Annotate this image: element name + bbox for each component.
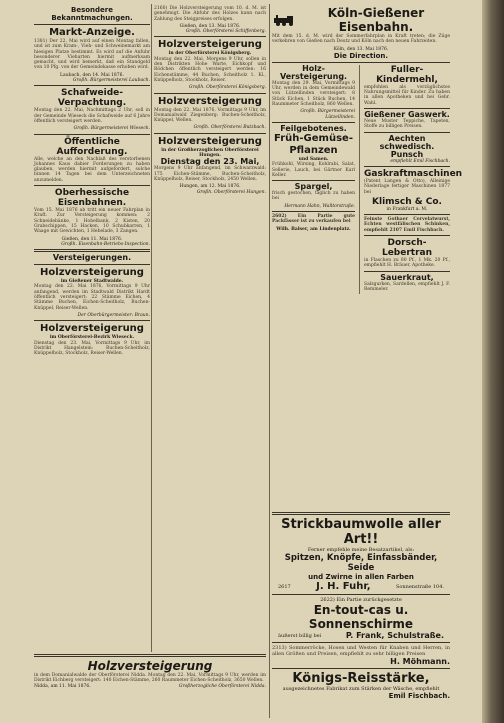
ad-heading: Holzversteigerung [158,39,262,51]
ad-place: Hungen, am 12. Mai 1876. [179,184,241,190]
ad-firm: Klimsch & Co. [372,196,442,207]
ad-text: in Flaschen zu 80 Pf., 1 Mk. 20 Pf., empfiehlt H. Bräuer, Apotheke. [364,258,450,269]
ad-text: Morgens 9 Uhr anfangend, im Schwarzwald: 175 Eichen-Stämme, Buchen-Scheitholz, Knüppelholz, Reiser, Stockholz, 2450 Wellen. [154,166,266,182]
ad-signature: Großh. Oberförsterei Butzbach. [193,125,266,131]
ad-heading: Holzversteigerung [40,267,144,279]
ad-place: Nidda, am 11. Mai 1876. [34,683,91,689]
column-divider [151,4,152,718]
bottom-wide-ad [34,652,266,718]
ad-heading: Gaskraftmaschinen [364,168,463,179]
rail-header [272,6,450,34]
page-edge [482,0,504,723]
column-left [34,6,150,718]
ad-address: Sonnenstraße 104. [395,583,444,590]
ad-text: Montag den 22. Mai, Nachmittags 2 Uhr, soll in der Gemeinde Wieseck die Schafweide auf 6 Jahre öffentlich versteigert werden. [34,108,150,124]
ad-signature: Großh. Oberförsterei Schiffenberg. [185,29,266,35]
ad-heading: Holzversteigerung [158,95,262,107]
ad-heading: Öffentliche Aufforderung. [56,136,128,157]
ad-signature: Wilh. Balser, am Lindenplatz. [276,226,351,232]
ad-firm: P. Frank, Schulstraße. [345,631,444,640]
ad-place: Gießen, den 13. Mai 1876. [179,23,241,29]
column-middle [154,6,266,718]
ad-signature: Großh. Oberförsterei Hungen. [196,189,266,195]
ad-text: Montag den 22. Mai 1876, Vormittags 9 Uhr, im Domanialwald Ziegenberg: Buchen-Scheitholz, Knüppel, Wellen. [154,107,266,124]
ad-heading: Markt-Anzeige. [49,27,135,38]
ad-heading: Köln-Gießener Eisenbahn. [327,6,425,34]
ad-text: ausgezeichnetes Fabrikat zum Stärken der Wäsche, empfiehlt [282,686,440,692]
ad-heading: Dorsch-Lebertran [381,238,433,259]
ad-heading: Aechten schwedisch. Punsch [379,133,435,159]
ad-heading: Fuller-Kindermehl, [376,64,438,85]
ad-firm: J. H. Fuhr, [316,581,371,592]
ad-firm: Emil Fischbach. [388,692,450,700]
ad-heading: Spargel, [294,182,333,192]
ad-signature: Großh. Eisenbahn-Betriebs-Inspection. [61,241,150,247]
column-divider [269,4,270,718]
ad-heading: Strickbaumwolle aller Art!! [281,517,441,547]
section-heading: Versteigerungen. [52,253,132,263]
ad-signature: Der Oberbürgermeister: Braun. [77,312,150,318]
ad-place: Laubach, den 14. Mai 1876. [60,72,124,78]
ad-text: (Patent Langen & Otto), Alleinige Niederlage fertiger Maschinen 1877 bei [364,178,450,195]
ad-text: äußerst billig bei [278,632,322,639]
ad-signature: Die Direction. [333,51,389,60]
ad-highlight: und Zwirne in allen Farben [308,573,414,581]
ad-signature: Großherzogliche Oberförsterei Nidda. [178,683,266,689]
ad-text: Dienstag den 23. Mai, Vormittags 9 Uhr, im Distrikt Hangelstein: Buchen-Scheitholz, Knüppelholz, Stockholz, Reiser-Wellen. [34,340,150,357]
ad-signature: Hermann Hahn, Walltorstraße. [284,203,356,209]
ad-firm: H. Möhmann. [390,657,450,666]
ad-text: 1381) Der 22. Mai wird auf einen Montag fallen, und ist zum Kram-, Vieh- und Schweinemarkt am hiesigen Platze bestimmt. Es wird auf die Anfuhr besonderer Vieharten hiermit aufmerksam gemacht, und wird bemerkt, daß ein Standgeld von 10 Pfg. von der Gemeindekasse erhoben wird. [34,39,150,71]
ad-text: Montag den 29. Mai, Vormittags 9 Uhr, werden in dem Gemeindewald von Lützellinden versteigert: 8 Stück Eichen, 1 Stück Buchen, 14 Raummeter Scheitholz, 860 Wellen. [272,80,356,108]
ad-heading: Holzversteigerung [87,659,213,673]
ad-text: 2622) Ein Partie zurückgesetzte [320,597,402,603]
ad-text: Vom 15. Mai 1876 ab tritt ein neuer Fahrplan in Kraft. Zur Versteigerung kommen: 2 Schneidebänke, 1 Hobelbank, 2 Kisten, 20 Grabschippen, 15 Hacken, 10 Schubkarren, 1 Waage mit Gewichten, 1 Hebelade, 3 Zangen. [34,208,150,235]
ad-text: Salzgurken, Sardellen, empfiehlt J. F. Remmeler. [364,281,450,292]
ad-heading: Holzversteigerung [40,323,144,335]
ad-subheading: im Oberförsterei-Bezirk Wieseck. [49,335,135,341]
ad-heading: Holz-Versteigerung. [279,63,348,81]
ad-text: empfohlen als vorzüglichstes Nahrungsmittel für Kinder. Zu haben in allen Apotheken und bei Gebr. Wahl. [364,84,450,106]
ad-text: 2313) Sommerröcke, Hosen und Westen für Knaben und Herren, in allen Größen und Preisen, empfiehlt zu sehr billigen Preisen [272,645,450,657]
ad-signature: Großh. Bürgermeisterei Lützellinden. [300,109,356,120]
ad-heading: Königs-Reisstärke, [292,671,430,686]
section-heading: Besondere Bekanntmachungen. [51,6,133,22]
ad-signature: Großh. Bürgermeisterei Wieseck. [73,126,150,132]
ad-heading: En-tout-cas u. Sonnenschirme [308,603,414,631]
ad-subheading: in der Großherzoglichen Oberförsterei Hungen. [161,147,259,159]
bottom-ads [272,510,450,718]
ad-text: Feinste Gothaer Cervelatwurst, Echten westfälischen Schinken, empfiehlt 2107 Emil Fischbach. [364,217,450,233]
ad-text: Montag den 22. Mai, Morgens 9 Uhr, sollen in den Distrikten Hohe Warte, Eichkopf und Rödchen öffentlich versteigert werden: 16 Eichenstämme, 44 Buchen, Scheitholz 1. Kl., Knüppelholz, Stockholz, Reiser. [154,56,266,83]
ad-date: Dienstag den 23. Mai, [160,157,260,167]
ad-text: Montag den 22. Mai 1876, Vormittags 9 Uhr anfangend, werden im Stadtwald Distrikt Hardt öffentlich versteigert: 22 Stämme Eichen, 4 Stämme Buchen, Eichen-Scheitholz, Buchen-Knüppel, Reiser-Wellen. [34,284,150,311]
ad-heading: Schafweide-Verpachtung. [57,88,127,109]
section-heading: Feilgebotenes. [280,123,347,133]
ad-signature: Großh. Oberförsterei Königsberg. [188,85,266,91]
ad-text: Ferner empfehle meine Besatzartikel, als: [307,547,415,553]
locomotive-icon [272,15,298,26]
ad-heading: Sauerkraut, [380,272,434,282]
ad-text: frisch gestochen, täglich zu haben bei [272,191,356,202]
ad-text: in dem Domanialwalde der Oberförsterei Nidda. Montag den 22. Mai, Vormittags 9 Uhr, werden im Distrikt Eichberg versteigert: 140 Eichen-Stämme, 260 Raummeter Eichen-Scheitholz, 3650 Wellen. [34,673,266,684]
ad-place: Köln, den 13. Mai 1876. [333,46,389,52]
ad-subheading: im Gießener Stadtwalde. [60,279,124,285]
ad-heading: Früh-Gemüse-Pflanzen [274,132,353,156]
ad-heading: Oberhessische Eisenbahnen. [54,188,130,209]
ad-highlight: Spitzen, Knöpfe, Einfassbänder, Seide [284,553,438,573]
ad-text: Mit dem 15. d. M. wird der Sommerfahrplan in Kraft treten; die Züge verkehren von Gießen nach Deutz und Köln nach den neuen Fahrzeiten. [272,34,450,45]
ad-text: empfiehlt Emil Fischbach. [390,158,450,164]
ad-subheading: in der Oberförsterei Königsberg. [168,51,252,57]
ad-number: 2617 [278,583,291,590]
ad-text: 2160) Die Holzversteigerung vom 10. d. M. ist genehmigt. Die Abfuhr des Holzes kann nach Zahlung des Steigpreises erfolgen. [154,6,266,22]
ad-signature: Großh. Bürgermeisterei Laubach. [72,78,150,84]
ad-text: Neue Muster Teppiche, Tapeten, Stoffe zu billigen Preisen. [364,119,450,130]
ad-text: Frühkohl, Wirsing, Kohlrabi, Salat, Sellerie, Lauch, bei Gärtner Karl Keller. [272,162,356,178]
ad-place: Gießen, den 11. Mai 1876. [61,236,123,242]
ad-heading: Gießener Gaswerk. [364,110,450,120]
ad-subheading: und Samen. [298,156,329,162]
ad-text: Alle, welche an den Nachlaß des verstorbenen Johannes Kaus dahier Forderungen zu haben glauben, werden hiermit aufgefordert, solche binnen 14 Tagen bei dem Unterzeichneten anzumelden. [34,156,150,183]
ad-heading: Holzversteigerung [158,135,262,147]
ad-place: in Frankfurt a. M. [386,206,428,212]
ad-text: 2602) Ein Partie gute Packfässer ist zu verkaufen bei [272,214,356,225]
